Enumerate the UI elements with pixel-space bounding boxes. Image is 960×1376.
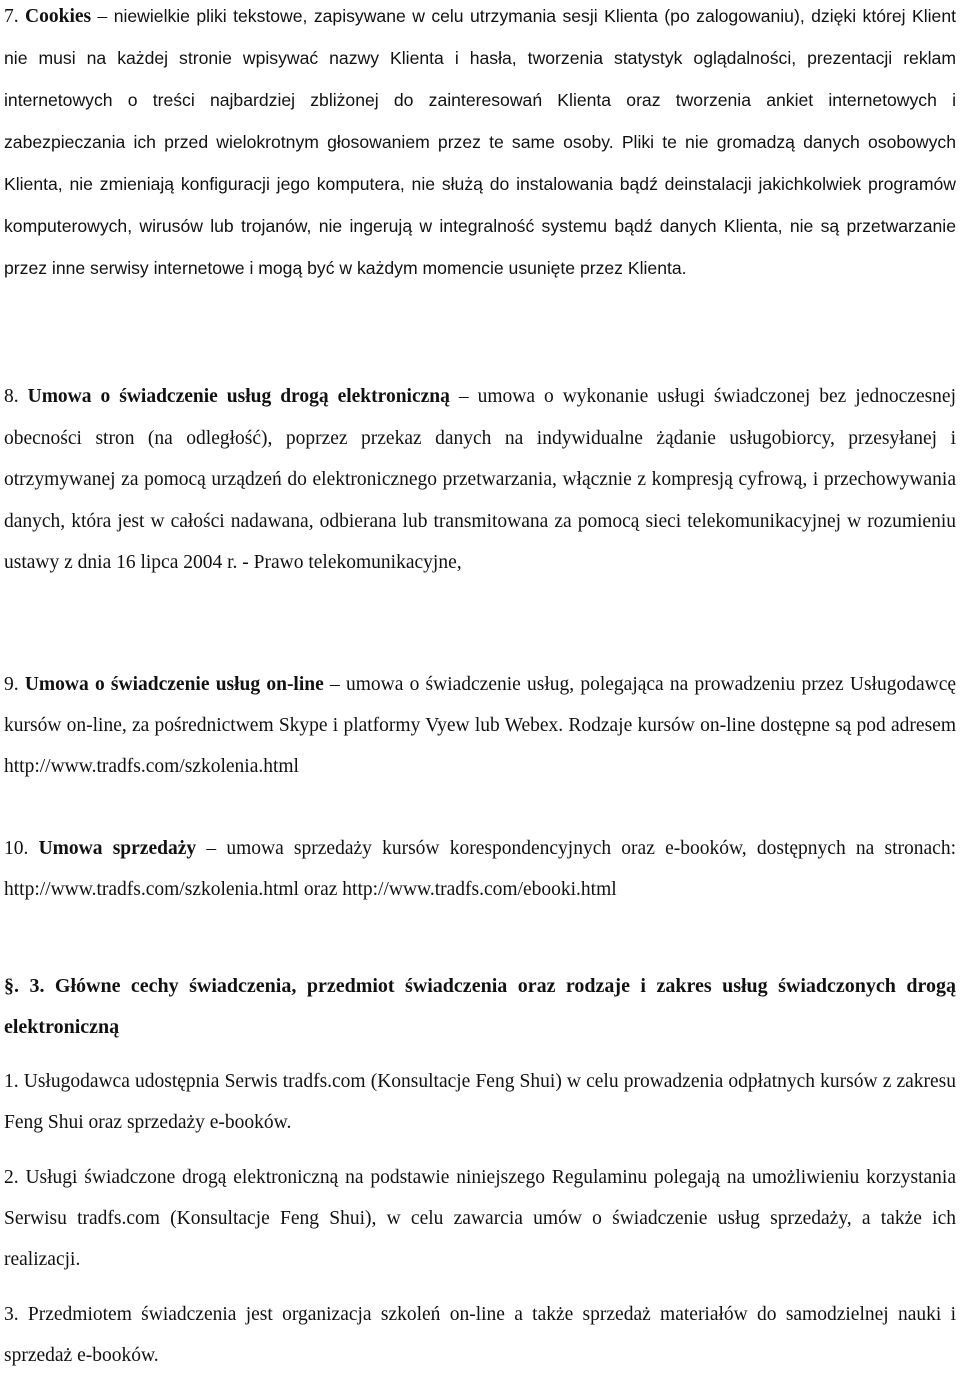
definition-dash: – xyxy=(91,6,114,27)
definition-term: Cookies xyxy=(25,6,92,27)
definition-dash: – xyxy=(449,386,478,407)
definition-text: umowa o wykonanie usługi świadczonej bez jednoczesnej obecności stron (na odległość), poprzez przekaz danych na indywidualne żądanie usługobiorcy, przesyłanej i otrzymywanej za pomocą urządzeń do elektronicznego przetwarzania, włącznie z kompresją cyfrową, i przechowywania danych, która jest w całości nadawana, odbierana lub transmitowana za pomocą sieci telekomunikacyjnej w rozumieniu ustawy z dnia 16 lipca 2004 r. - Prawo telekomunikacyjne, xyxy=(4,386,957,573)
definition-9 xyxy=(4,664,956,787)
definition-text: umowa sprzedaży kursów korespondencyjnych oraz e-booków, dostępnych na stronach: http://www.tradfs.com/szkolenia.html oraz http://www.tradfs.com/ebooki.html xyxy=(4,838,957,900)
definition-text: niewielkie pliki tekstowe, zapisywane w celu utrzymania sesji Klienta (po zalogowaniu), dzięki której Klient nie musi na każdej stronie wpisywać nazwy Klienta i hasła, tworzenia statystyk oglądalności, prezentacji reklam internetowych o treści najbardziej zbliżonej do zainteresowań Klienta oraz tworzenia ankiet internetowych i zabezpieczania ich przed wielokrotnym głosowaniem przez te same osoby. xyxy=(4,6,956,152)
definition-8 xyxy=(4,376,956,584)
section-item-3: 3. Przedmiotem świadczenia jest organizacja szkoleń on-line a także sprzedaż materiałów do samodzielnej nauki i sprzedaż e-booków. xyxy=(4,1304,956,1366)
definition-10 xyxy=(4,828,956,910)
definition-number: 8. xyxy=(4,386,28,407)
definition-term: Umowa sprzedaży xyxy=(38,838,197,859)
definition-text-continued: Pliki te nie gromadzą danych osobowych Klienta, nie zmieniają konfiguracji jego komputera, nie służą do instalowania bądź deinstalacji jakichkolwiek programów komputerowych, wirusów lub trojanów, nie ingerują w integralność systemu bądź danych Klienta, nie są przetwarzanie przez inne serwisy internetowe i mogą być w każdym momencie usunięte przez Klienta. xyxy=(4,132,957,278)
definition-term: Umowa o świadczenie usług on-line xyxy=(24,674,324,695)
definition-term: Umowa o świadczenie usług drogą elektroniczną xyxy=(27,386,450,407)
section-item-1: 1. Usługodawca udostępnia Serwis tradfs.com (Konsultacje Feng Shui) w celu prowadzenia odpłatnych kursów z zakresu Feng Shui oraz sprzedaży e-booków. xyxy=(4,1071,956,1133)
definition-7 xyxy=(4,0,956,290)
definition-dash: – xyxy=(196,838,227,859)
section-item-2: 2. Usługi świadczone drogą elektroniczną na podstawie niniejszego Regulaminu polegają na umożliwieniu korzystania Serwisu tradfs.com (Konsultacje Feng Shui), w celu zawarcia umów o świadczenie usług sprzedaży, a także ich realizacji. xyxy=(4,1167,956,1270)
section-heading: §. 3. Główne cechy świadczenia, przedmiot świadczenia oraz rodzaje i zakres usług świadczonych drogą elektroniczną xyxy=(4,975,956,1038)
definition-text: umowa o świadczenie usług, polegająca na prowadzeniu przez Usługodawcę kursów on-line, za pośrednictwem Skype i platformy Vyew lub Webex. Rodzaje kursów on-line dostępne są pod adresem http://www.tradfs.com/szkolenia.html xyxy=(4,674,957,777)
definition-dash: – xyxy=(323,674,346,695)
definition-number: 9. xyxy=(4,674,25,695)
definition-number: 7. xyxy=(4,6,26,27)
definition-number: 10. xyxy=(4,838,39,859)
